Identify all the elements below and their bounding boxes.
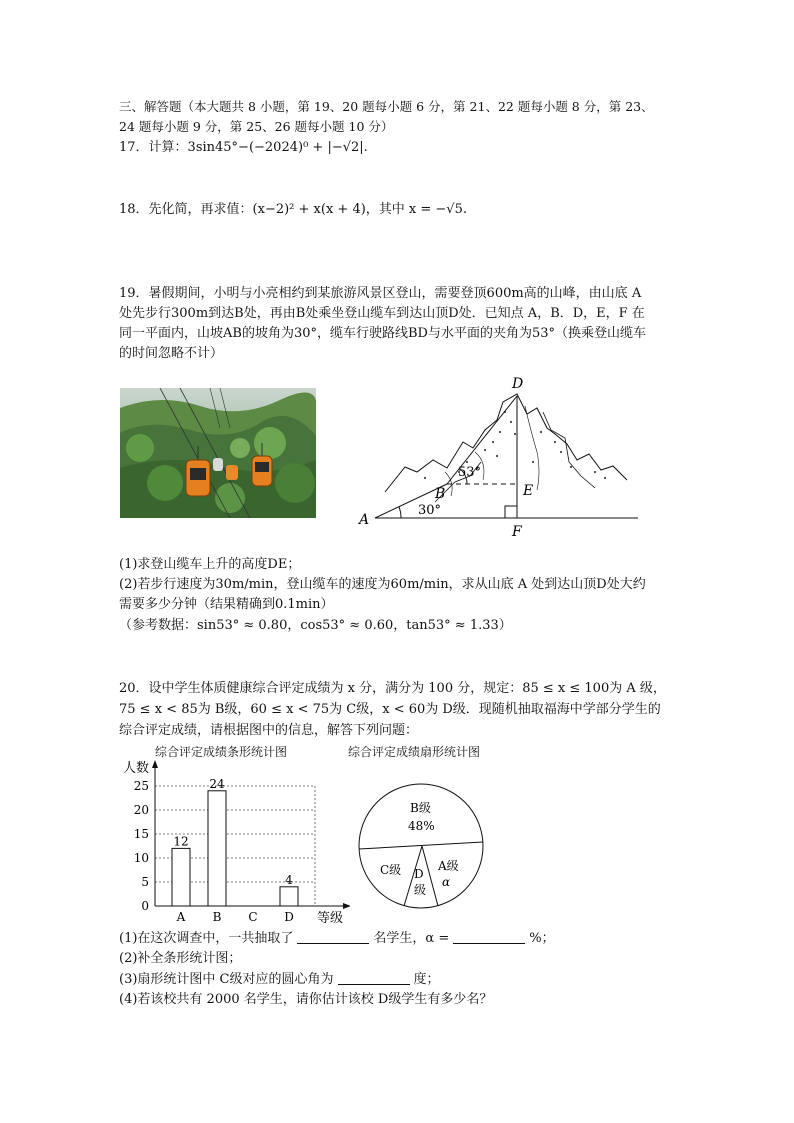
question-20-sub1-part-b: 名学生，α = bbox=[373, 931, 450, 946]
x-tick-label-A: A bbox=[176, 910, 186, 924]
pie-label-d-1: D bbox=[414, 867, 424, 881]
pie-label-c: C级 bbox=[380, 863, 402, 877]
bar-chart-ylabel: 人数 bbox=[123, 761, 150, 776]
y-axis-arrow bbox=[152, 760, 158, 768]
bar-D bbox=[280, 887, 298, 906]
bar-chart-yticks bbox=[134, 779, 149, 913]
answer-blank-2[interactable] bbox=[453, 931, 525, 944]
question-20-sub3-part-b: 度； bbox=[413, 972, 440, 987]
question-18: 18．先化简，再求值：(x−2)² + x(x + 4)，其中 x = −√5. bbox=[119, 202, 467, 217]
label-d: D bbox=[512, 376, 524, 392]
x-tick-label-D: D bbox=[284, 910, 294, 924]
question-19-sub2-line2: 需要多少分钟（结果精确到0.1min） bbox=[119, 597, 334, 612]
label-angle-30: 30° bbox=[418, 503, 442, 518]
question-17: 17．计算：3sin45°−(−2024)⁰ + |−√2|. bbox=[119, 140, 368, 155]
question-19-sub2-line1: (2)若步行速度为30m/min，登山缆车的速度为60m/min，求从山底 A 处到达山顶D处大约 bbox=[119, 577, 646, 592]
bar-chart bbox=[115, 758, 350, 930]
pie-value-a: α bbox=[442, 875, 451, 889]
mountain-shading bbox=[424, 411, 606, 479]
answer-blank-3[interactable] bbox=[338, 972, 410, 985]
pie-value-b: 48% bbox=[408, 819, 435, 833]
bar-chart-bars bbox=[172, 777, 298, 906]
bar-B bbox=[208, 791, 226, 906]
cable-car-photo bbox=[120, 388, 316, 518]
question-20-line2: 75 ≤ x < 85为 B级，60 ≤ x < 75为 C级，x < 60为 D级．现随机抽取福海中学部分学生的 bbox=[119, 702, 661, 717]
label-angle-53: 53° bbox=[458, 465, 482, 480]
question-20-sub3-part-a: (3)扇形统计图中 C级对应的圆心角为 bbox=[119, 972, 334, 987]
y-tick-label: 10 bbox=[133, 851, 149, 865]
y-tick-label: 5 bbox=[141, 875, 149, 889]
pie-label-d-2: 级 bbox=[414, 883, 427, 897]
question-19-line2: 处先步行300m到达B处，再由B处乘坐登山缆车到达山顶D处．已知点 A，B．D，E，F 在 bbox=[119, 306, 645, 321]
y-tick-label: 0 bbox=[141, 899, 149, 913]
answer-blank-1[interactable] bbox=[297, 931, 369, 944]
pie-label-a: A级 bbox=[438, 859, 459, 873]
bar-data-label-A: 12 bbox=[173, 834, 189, 849]
label-e: E bbox=[523, 483, 534, 499]
question-19-reference: （参考数据：sin53° ≈ 0.80，cos53° ≈ 0.60，tan53° ≈ 1.33） bbox=[119, 618, 512, 633]
mountain-diagram bbox=[355, 372, 645, 542]
label-f: F bbox=[512, 524, 522, 540]
question-20-sub1 bbox=[119, 930, 555, 948]
cable-car-photo-graphic bbox=[120, 388, 316, 518]
question-19-line3: 同一平面内，山坡AB的坡角为30°，缆车行驶路线BD与水平面的夹角为53°（换乘登山缆车 bbox=[119, 326, 647, 341]
question-20-sub1-part-a: (1)在这次调查中，一共抽取了 bbox=[119, 931, 294, 946]
pie-divider-da bbox=[422, 846, 438, 906]
question-20-line3: 综合评定成绩，请根据图中的信息，解答下列问题： bbox=[119, 723, 419, 738]
mountain-outline bbox=[385, 394, 627, 492]
right-angle-mark bbox=[505, 506, 517, 518]
bar-chart-xticks bbox=[176, 910, 294, 924]
x-tick-label-C: C bbox=[248, 910, 258, 924]
angle-arc-30 bbox=[399, 507, 401, 518]
label-b: B bbox=[435, 486, 446, 502]
question-20-sub1-part-c: %； bbox=[529, 931, 555, 946]
question-20-sub2: (2)补全条形统计图； bbox=[119, 951, 242, 966]
bar-chart-xlabel: 等级 bbox=[317, 911, 344, 926]
y-tick-label: 20 bbox=[133, 803, 149, 817]
section-header-line1: 三、解答题（本大题共 8 小题，第 19、20 题每小题 6 分，第 21、22 题每小题 8 分，第 23、 bbox=[119, 99, 654, 114]
question-19-sub1: (1)求登山缆车上升的高度DE； bbox=[119, 557, 301, 572]
pie-chart-title: 综合评定成绩扇形统计图 bbox=[348, 745, 481, 759]
question-20-sub3 bbox=[119, 971, 440, 989]
pie-chart bbox=[352, 760, 492, 920]
question-19-line1: 19．暑假期间，小明与小亮相约到某旅游风景区登山，需要登顶600m高的山峰，由山底 A bbox=[119, 286, 642, 301]
bar-chart-title: 综合评定成绩条形统计图 bbox=[155, 745, 288, 759]
bar-A bbox=[172, 848, 190, 906]
x-tick-label-B: B bbox=[212, 910, 222, 924]
bar-data-label-B: 24 bbox=[209, 776, 225, 791]
pie-label-b: B级 bbox=[410, 801, 431, 815]
question-20-line1: 20．设中学生体质健康综合评定成绩为 x 分，满分为 100 分，规定：85 ≤ x ≤ 100为 A 级， bbox=[119, 681, 666, 696]
label-a: A bbox=[359, 512, 370, 528]
section-header-line2: 24 题每小题 9 分，第 25、26 题每小题 10 分） bbox=[119, 119, 394, 134]
question-20-sub4: (4)若该校共有 2000 名学生，请你估计该校 D级学生有多少名？ bbox=[119, 992, 493, 1007]
y-tick-label: 25 bbox=[133, 779, 149, 793]
y-tick-label: 15 bbox=[133, 827, 149, 841]
bar-data-label-D: 4 bbox=[285, 872, 293, 887]
x-axis-arrow bbox=[343, 903, 350, 909]
question-19-line4: 的时间忽略不计） bbox=[119, 346, 224, 361]
